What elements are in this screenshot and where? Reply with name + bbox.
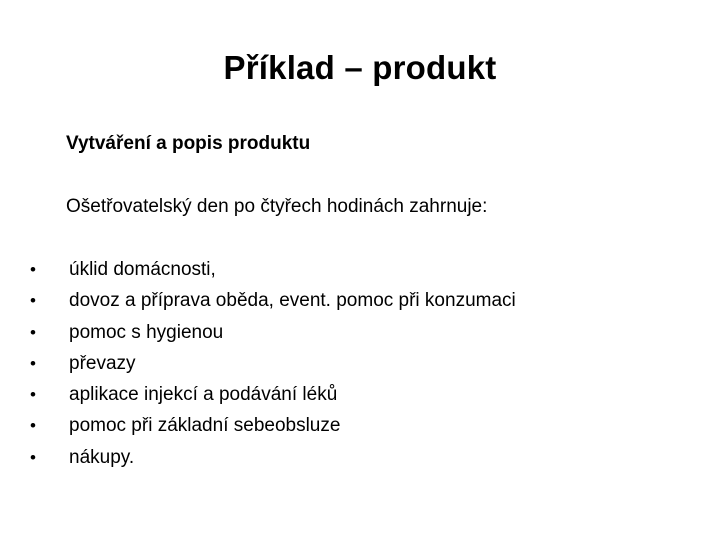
list-item-text: nákupy. bbox=[69, 446, 135, 468]
list-item-text: aplikace injekcí a podávání léků bbox=[69, 384, 338, 406]
bullet-icon: • bbox=[30, 291, 36, 311]
bullet-icon: • bbox=[30, 260, 36, 279]
list-item-text: pomoc s hygienou bbox=[69, 321, 224, 343]
bullet-icon: • bbox=[30, 447, 36, 467]
bullet-icon: • bbox=[30, 416, 36, 436]
list-item-text: pomoc při základní sebeobsluze bbox=[69, 415, 341, 437]
list-item-text: úklid domácnosti, bbox=[69, 259, 216, 280]
bullet-icon: • bbox=[30, 353, 36, 373]
slide-subtitle: Vytváření a popis produktu bbox=[66, 133, 311, 154]
intro-text: Ošetřovatelský den po čtyřech hodinách zahrnuje: bbox=[66, 196, 488, 217]
list-item-text: převazy bbox=[69, 352, 136, 374]
bullet-icon: • bbox=[30, 322, 36, 342]
list-item-text: dovoz a příprava oběda, event. pomoc při konzumaci bbox=[69, 290, 516, 312]
bullet-icon: • bbox=[30, 385, 36, 405]
slide-title: Příklad – produkt bbox=[223, 49, 497, 86]
